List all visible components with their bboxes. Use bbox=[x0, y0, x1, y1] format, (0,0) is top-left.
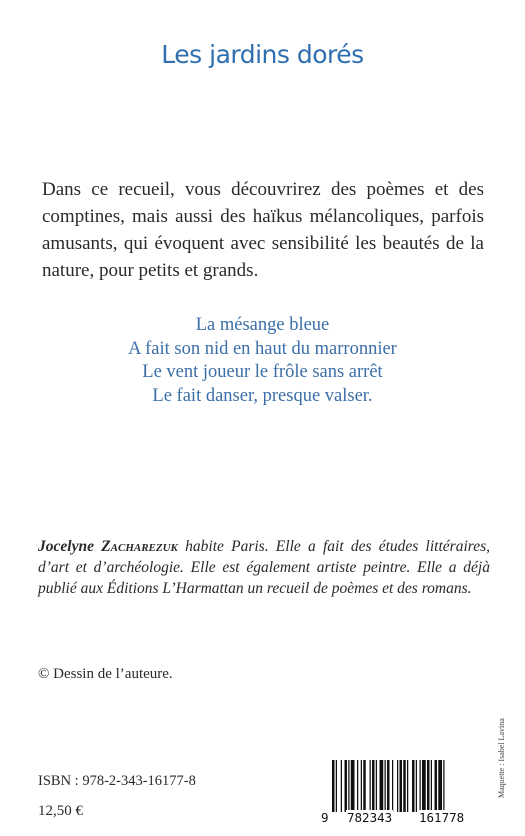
barcode-bar bbox=[443, 760, 444, 812]
layout-credit: Maquette : Isabel Lavina bbox=[497, 718, 506, 798]
barcode-bar bbox=[397, 760, 398, 812]
barcode-bar bbox=[403, 760, 406, 812]
price-text: 12,50 € bbox=[38, 803, 83, 819]
barcode-bar bbox=[380, 760, 384, 812]
author-bio-text: habite Paris. Elle a fait des études littéraires, d’art et d’archéologie. Elle est également artiste peintre. Elle a déjà publié aux Éditions L’Harmattan un recueil de poèmes et des romans. bbox=[38, 538, 490, 597]
barcode-lead-digit: 9 bbox=[321, 810, 329, 825]
book-title: Les jardins dorés bbox=[161, 40, 364, 69]
illustration-credit: © Dessin de l’auteure. bbox=[38, 666, 173, 682]
barcode-bar bbox=[336, 760, 337, 812]
poem-line: Le fait danser, presque valser. bbox=[152, 385, 373, 406]
barcode-bar bbox=[438, 760, 442, 812]
barcode-bar bbox=[412, 760, 415, 812]
author-bio bbox=[38, 536, 490, 599]
barcode-bar bbox=[435, 760, 438, 812]
barcode-bar bbox=[332, 760, 335, 812]
barcode bbox=[318, 758, 488, 828]
barcode-bar bbox=[416, 760, 417, 812]
barcode-bar bbox=[372, 760, 375, 812]
barcode-bar bbox=[376, 760, 377, 812]
barcode-bar bbox=[407, 760, 408, 812]
book-summary: Dans ce recueil, vous découvrirez des poèmes et des comptines, mais aussi des haïkus mélancoliques, parfois amusants, qui évoquent avec sensibilité les beautés de la nature, pour petits et grands. bbox=[42, 179, 484, 281]
barcode-bar bbox=[351, 760, 355, 812]
barcode-bar bbox=[420, 760, 421, 812]
barcode-bar bbox=[392, 760, 393, 812]
barcode-bar bbox=[370, 760, 371, 812]
author-name bbox=[38, 538, 178, 555]
barcode-bar bbox=[348, 760, 349, 812]
barcode-right-digits: 161778 bbox=[419, 810, 465, 825]
barcode-bar bbox=[427, 760, 430, 812]
poem-line: Le vent joueur le frôle sans arrêt bbox=[142, 362, 383, 382]
barcode-bar bbox=[357, 760, 358, 812]
author-first-name: Jocelyne bbox=[38, 538, 94, 555]
poem-line: A fait son nid en haut du marronnier bbox=[128, 338, 397, 359]
barcode-bar bbox=[361, 760, 362, 812]
isbn-text: ISBN : 978-2-343-16177-8 bbox=[38, 773, 196, 789]
barcode-bar bbox=[341, 760, 342, 812]
barcode-left-digits: 782343 bbox=[347, 810, 393, 825]
barcode-bar bbox=[422, 760, 426, 812]
barcode-bar bbox=[431, 760, 432, 812]
barcode-bar bbox=[345, 760, 348, 812]
barcode-bar bbox=[387, 760, 390, 812]
barcode-bar bbox=[385, 760, 386, 812]
barcode-digits bbox=[318, 810, 488, 826]
poem-excerpt bbox=[0, 314, 525, 408]
poem-line: La mésange bleue bbox=[195, 315, 330, 335]
barcode-bars bbox=[318, 758, 488, 816]
barcode-bar bbox=[400, 760, 403, 812]
author-surname: Zacharezuk bbox=[101, 538, 178, 555]
barcode-bar bbox=[363, 760, 366, 812]
